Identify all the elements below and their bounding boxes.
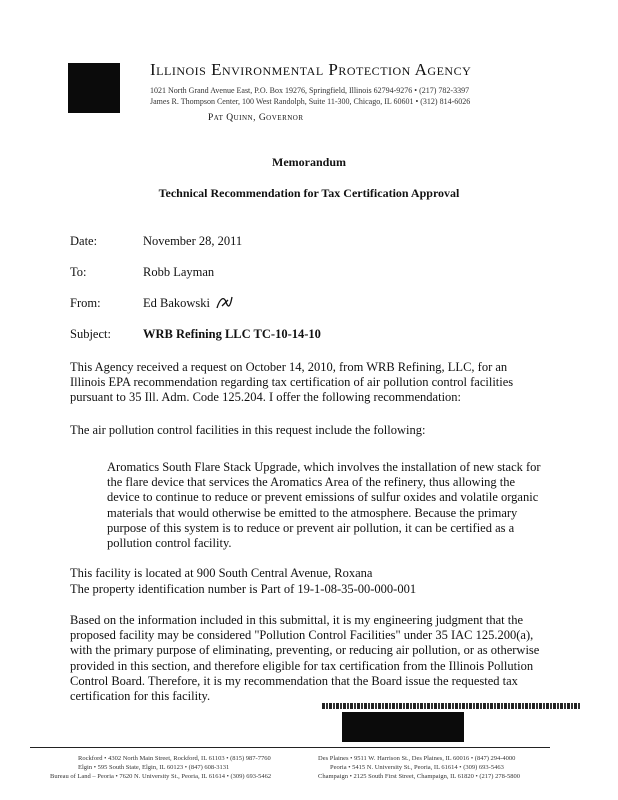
date-label: Date: — [70, 234, 98, 248]
facility-description: Aromatics South Flare Stack Upgrade, which involves the installation of new stack for the flare device that services the Aromatics Area of the refinery, thus allowing the device to continue to reduce or prevent emissions of sulfur oxides and volatile organic materials that would otherwise be emitted to the atmosphere. Because the primary purpose of this system is to reduce or prevent air pollution, it can be certified as a pollution control facility. — [107, 460, 541, 551]
footer-right-1: Des Plaines • 9511 W. Harrison St., Des Plaines, IL 60016 • (847) 294-4000 — [318, 755, 516, 762]
to-value: Robb Layman — [143, 265, 215, 279]
facilities-intro: The air pollution control facilities in this request include the following: — [70, 423, 426, 437]
agency-name: Illinois Environmental Protection Agency — [150, 60, 472, 79]
initials-signature-mark — [214, 294, 234, 312]
footer-right-3: Champaign • 2125 South First Street, Champaign, IL 61820 • (217) 278-5800 — [318, 773, 521, 780]
memo-title: Memorandum — [272, 155, 346, 169]
footer-rule — [30, 747, 550, 748]
recommendation-paragraph: Based on the information included in this submittal, it is my engineering judgment that the proposed facility may be considered "Pollution Control Facilities" under 35 IAC 125.200(a), with the primary purpose of eliminating, preventing, or reducing air pollution, or as otherwise provided in this section, and therefore eligible for tax certification from the Illinois Pollution Control Board. Therefore, it is my recommendation that the Board issue the requested tax certification for this facility. — [70, 613, 540, 704]
from-label: From: — [70, 296, 101, 310]
received-stamp-bar — [322, 703, 580, 709]
property-id-line: The property identification number is Part of 19-1-08-35-00-000-001 — [70, 582, 417, 596]
agency-logo-redacted — [68, 63, 120, 113]
footer-right-2: Peoria • 5415 N. University St., Peoria, IL 61614 • (309) 693-5463 — [330, 764, 504, 771]
footer-left-2: Elgin • 595 South State, Elgin, IL 60123 • (847) 608-3131 — [78, 764, 230, 771]
governor-line: Pat Quinn, Governor — [208, 113, 304, 123]
to-label: To: — [70, 265, 87, 279]
redacted-block — [342, 712, 464, 742]
address-line-2: James R. Thompson Center, 100 West Randolph, Suite 11-300, Chicago, IL 60601 • (312) 814-6026 — [150, 97, 471, 106]
footer-left-3: Bureau of Land – Peoria • 7620 N. University St., Peoria, IL 61614 • (309) 693-5462 — [50, 773, 272, 780]
footer-left-1: Rockford • 4302 North Main Street, Rockford, IL 61103 • (815) 987-7760 — [78, 755, 271, 762]
location-line: This facility is located at 900 South Central Avenue, Roxana — [70, 566, 373, 580]
intro-paragraph: This Agency received a request on October 14, 2010, from WRB Refining, LLC, for an Illinois EPA recommendation regarding tax certification of air pollution control facilities pursuant to 35 Ill. Adm. Code 125.204. I offer the following recommendation: — [70, 360, 514, 405]
from-value: Ed Bakowski — [143, 296, 211, 310]
memo-subtitle: Technical Recommendation for Tax Certification Approval — [158, 186, 460, 200]
subject-label: Subject: — [70, 327, 111, 341]
subject-value: WRB Refining LLC TC-10-14-10 — [143, 327, 321, 341]
address-line-1: 1021 North Grand Avenue East, P.O. Box 19276, Springfield, Illinois 62794-9276 • (217) 782-3397 — [150, 86, 470, 95]
date-value: November 28, 2011 — [143, 234, 243, 248]
